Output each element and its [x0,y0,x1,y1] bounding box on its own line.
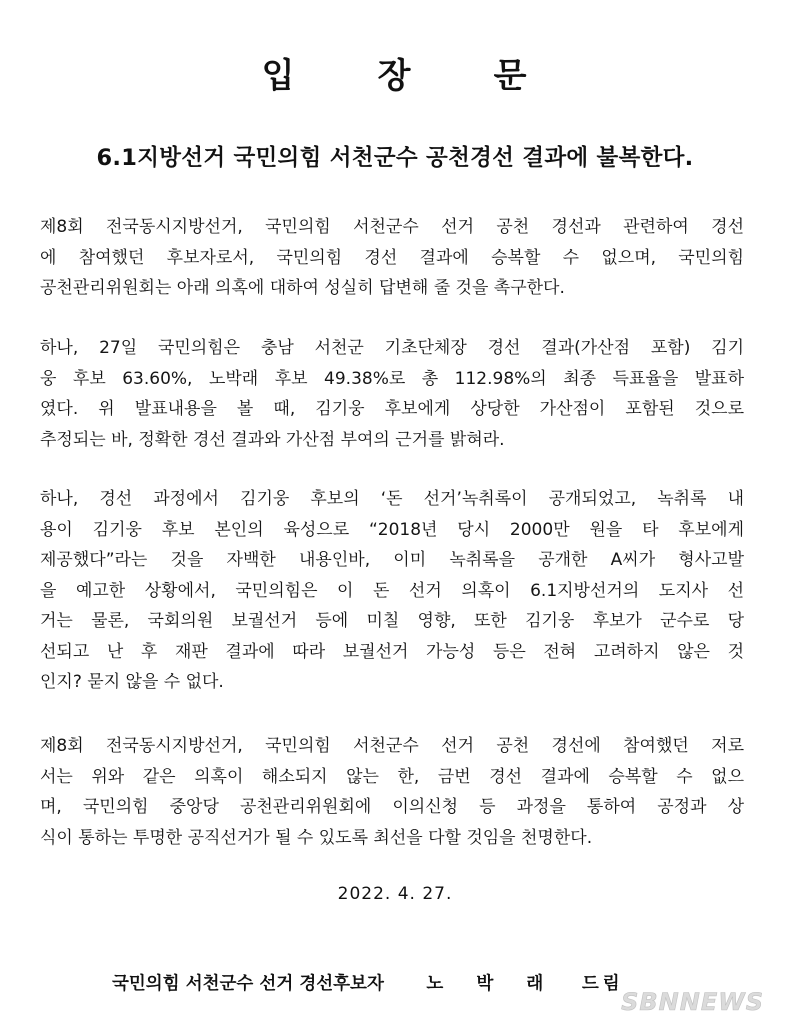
signature-organization: 국민의힘 서천군수 선거 경선후보자 [112,974,384,994]
paragraph-line: 인지? 묻지 않을 수 없다. [40,672,224,692]
paragraph-line: 서는 위와 같은 의혹이 해소되지 않는 한, 금번 경선 결과에 승복할 수 없으 [40,766,744,787]
document-title [0,48,790,97]
paragraph-line: 선되고 난 후 재판 결과에 따라 보궐선거 가능성 등은 전혀 고려하지 않은 것 [40,641,744,662]
paragraph-line: 제8회 전국동시지방선거, 국민의힘 서천군수 선거 공천 경선과 관련하여 경선 [40,217,744,237]
paragraph-2 [40,333,744,455]
paragraph-line: 추정되는 바, 정확한 경선 결과와 가산점 부여의 근거를 밝혀라. [40,429,505,450]
paragraph-line: 거는 물론, 국회의원 보궐선거 등에 미칠 영향, 또한 김기웅 후보가 군수로 당 [40,611,744,631]
signature-closing: 드림 [581,974,624,994]
paragraph-line: 하나, 27일 국민의힘은 충남 서천군 기초단체장 경선 결과(가산점 포함) 김기 [40,338,744,358]
signature-block [112,970,672,995]
paragraph-line: 며, 국민의힘 중앙당 공천관리위원회에 이의신청 등 과정을 통하여 공정과 상 [40,797,744,817]
title-char-2: 장 [377,56,413,96]
title-char-3: 문 [493,56,529,96]
paragraph-line: 제8회 전국동시지방선거, 국민의힘 서천군수 선거 공천 경선에 참여했던 저로 [40,736,744,756]
document-date: 2022. 4. 27. [337,884,453,904]
paragraph-line: 에 참여했던 후보자로서, 국민의힘 경선 결과에 승복할 수 없으며, 국민의힘 [40,247,744,268]
paragraph-1 [40,212,744,304]
paragraph-line: 하나, 경선 과정에서 김기웅 후보의 ‘돈 선거’녹취록이 공개되었고, 녹취록 내 [40,489,744,509]
paragraph-line: 제공했다”라는 것을 자백한 내용인바, 이미 녹취록을 공개한 A씨가 형사고발 [40,550,744,570]
paragraph-line: 을 예고한 상황에서, 국민의힘은 이 돈 선거 의혹이 6.1지방선거의 도지사 선 [40,580,744,601]
paragraph-4 [40,731,744,853]
signature-name-char: 래 [526,974,544,994]
signature-name-char: 박 [476,974,494,994]
document-subtitle: 6.1지방선거 국민의힘 서천군수 공천경선 결과에 불복한다. [96,145,694,171]
paragraph-line: 용이 김기웅 후보 본인의 육성으로 “2018년 당시 2000만 원을 타 후보에게 [40,519,744,540]
signature-name-char: 노 [426,974,444,994]
paragraph-line: 식이 통하는 투명한 공직선거가 될 수 있도록 최선을 다할 것임을 천명한다. [40,827,593,848]
news-watermark: SBNNEWS [621,988,764,1016]
paragraph-line: 였다. 위 발표내용을 볼 때, 김기웅 후보에게 상당한 가산점이 포함된 것으로 [40,399,744,419]
title-char-1: 입 [261,56,297,96]
paragraph-3 [40,484,744,698]
paragraph-line: 웅 후보 63.60%, 노박래 후보 49.38%로 총 112.98%의 최종 득표율을 발표하 [40,368,744,389]
paragraph-line: 공천관리위원회는 아래 의혹에 대하여 성실히 답변해 줄 것을 촉구한다. [40,278,565,298]
